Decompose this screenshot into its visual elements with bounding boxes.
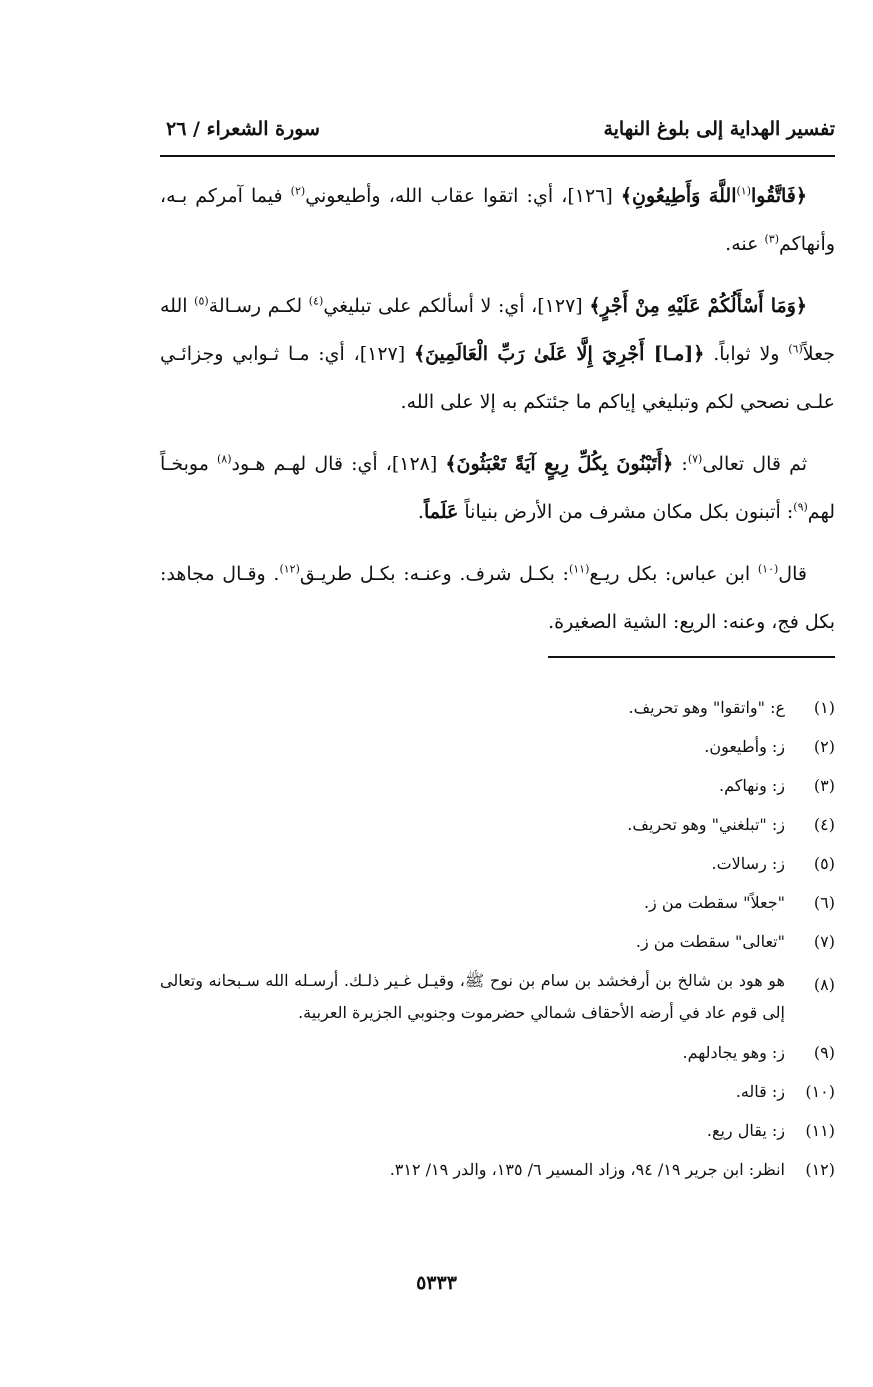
footnote-marker[interactable]: (١): [736, 184, 751, 198]
footnote-item: [160, 1150, 835, 1189]
footnote-marker[interactable]: (٣): [764, 232, 780, 246]
footnote-marker[interactable]: (٩): [793, 500, 808, 514]
footnote-number: (٨): [813, 975, 835, 994]
paragraph-text: : بكـل شرف. وعنـه: بكـل طريـق: [299, 563, 569, 585]
footnote-text: ز: ونهاكم.: [719, 776, 785, 795]
book-title: تفسير الهداية إلى بلوغ النهاية: [603, 118, 835, 140]
footnotes-list: [160, 688, 835, 1189]
footnote-marker[interactable]: (١٠): [757, 562, 779, 576]
surah-label: سورة الشعراء / ٢٦: [166, 118, 320, 140]
footnote-text: هو هود بن شالخ بن أرفخشد بن سام بن نوح ﷺ، وقيـل غـير ذلـك. أرسـله الله سـبحانه وتعالى إلى قوم عاد في أرضه الأحقاف شمالي حضرموت وجنوبي الجزيرة العربية.: [160, 971, 785, 1022]
footnote-number: (٦): [813, 893, 835, 912]
paragraph-text: ولا ثواباً.: [704, 343, 789, 365]
main-text: [160, 172, 835, 660]
footnote-text: ز: يقال ريع.: [706, 1121, 785, 1140]
paragraph-4: [160, 550, 835, 646]
paragraph-text: [١٢٦]، أي: اتقوا عقاب الله، وأطيعوني: [305, 185, 621, 207]
running-header: [160, 112, 835, 152]
footnote-item: [160, 883, 835, 922]
paragraph-text: الله جعلاً: [160, 295, 836, 365]
footnote-number: (٣): [813, 776, 835, 795]
footnote-number: (١١): [805, 1121, 835, 1140]
footnote-marker[interactable]: (٤): [308, 294, 324, 308]
footnote-marker[interactable]: (٦): [788, 342, 803, 356]
footnote-marker[interactable]: (٨): [217, 452, 232, 466]
footnote-number: (٢): [813, 737, 835, 756]
footnote-number: (٥): [813, 854, 835, 873]
footnote-item: [160, 688, 835, 727]
footnote-number: (١): [813, 698, 835, 717]
paragraph-text: . وقـال مجاهد: بكل فج، وعنه: الريع: الشية الصغيرة.: [160, 563, 835, 633]
footnote-item: [160, 844, 835, 883]
paragraph-text: [١٢٧]، أي: مـا ثـوابي وجزائـي علـى نصحي لكم وتبليغي إياكم ما جئتكم به إلا على الله.: [160, 343, 835, 413]
footnote-text: ز: وأطيعون.: [704, 737, 785, 756]
footnote-text: ز: قاله.: [735, 1082, 785, 1101]
footnote-item: [160, 922, 835, 961]
quran-verse: ﴿وَمَا أَسْأَلُكُمْ عَلَيْهِ مِنْ أَجْرٍ﴾: [589, 295, 808, 317]
paragraph-2: [160, 282, 835, 426]
quran-word: عَلَماً: [423, 501, 459, 523]
paragraph-text: لكـم رسـالة: [208, 295, 309, 317]
quran-verse: ﴿[مـا] أَجْرِيَ إِلَّا عَلَىٰ رَبِّ الْعَالَمِينَ﴾: [413, 343, 705, 365]
quran-verse: ﴿أَتَبْنُونَ بِكُلِّ رِيعٍ آيَةً تَعْبَثُونَ﴾: [445, 453, 674, 475]
footnote-text: "جعلاً" سقطت من ز.: [643, 893, 785, 912]
paragraph-text: : أتبنون بكل مكان مشرف من الأرض بنياناً: [458, 501, 794, 523]
footnote-item: [160, 727, 835, 766]
paragraph-text: :: [673, 453, 688, 475]
paragraph-text: [١٢٨]، أي: قال لهـم هـود: [231, 453, 446, 475]
footnote-number: (١٢): [805, 1160, 835, 1179]
footnote-text: ز: رسالات.: [711, 854, 785, 873]
footnote-number: (١٠): [805, 1082, 835, 1101]
quran-verse: ﴿فَاتَّقُوا: [751, 185, 807, 207]
footnote-marker[interactable]: (٢): [290, 184, 306, 198]
footnote-item: [160, 1111, 835, 1150]
paragraph-text: .: [417, 501, 424, 523]
footnote-marker[interactable]: (١٢): [279, 562, 300, 576]
header-divider: [160, 155, 835, 157]
footnote-item: [160, 1072, 835, 1111]
footnote-marker[interactable]: (١١): [568, 562, 590, 576]
quran-verse: اللَّهَ وَأَطِيعُونِ﴾: [620, 185, 737, 207]
footnote-marker[interactable]: (٧): [687, 452, 703, 466]
footnote-item: [160, 965, 835, 1029]
paragraph-text: موبخـاً لهم: [160, 453, 835, 523]
paragraph-text: ابن عباس: بكل ريـع: [589, 563, 758, 585]
paragraph-text: فيما آمركم بـه، وأنهاكم: [160, 185, 835, 255]
footnote-text: انظر: ابن جرير ١٩/ ٩٤، وزاد المسير ٦/ ١٣٥، والدر ١٩/ ٣١٢.: [389, 1160, 785, 1179]
footnote-item: [160, 766, 835, 805]
footnote-divider: [548, 656, 835, 658]
paragraph-text: قال: [778, 563, 807, 585]
footnote-item: [160, 1033, 835, 1072]
paragraph-text: ثم قال تعالى: [702, 453, 807, 475]
paragraph-text: عنه.: [725, 233, 765, 255]
footnote-text: ع: "واتقوا" وهو تحريف.: [628, 698, 785, 717]
footnote-number: (٩): [813, 1043, 835, 1062]
page-number: ٥٣٣٣: [416, 1272, 457, 1294]
footnote-marker[interactable]: (٥): [194, 294, 209, 308]
footnote-text: ز: وهو يجادلهم.: [682, 1043, 785, 1062]
footnote-item: [160, 805, 835, 844]
paragraph-1: [160, 172, 835, 268]
paragraph-text: [١٢٧]، أي: لا أسألكم على تبليغي: [323, 295, 590, 317]
paragraph-3: [160, 440, 835, 536]
footnote-text: "تعالى" سقطت من ز.: [635, 932, 785, 951]
footnote-text: ز: "تبلغني" وهو تحريف.: [627, 815, 785, 834]
footnote-number: (٧): [813, 932, 835, 951]
footnote-number: (٤): [813, 815, 835, 834]
